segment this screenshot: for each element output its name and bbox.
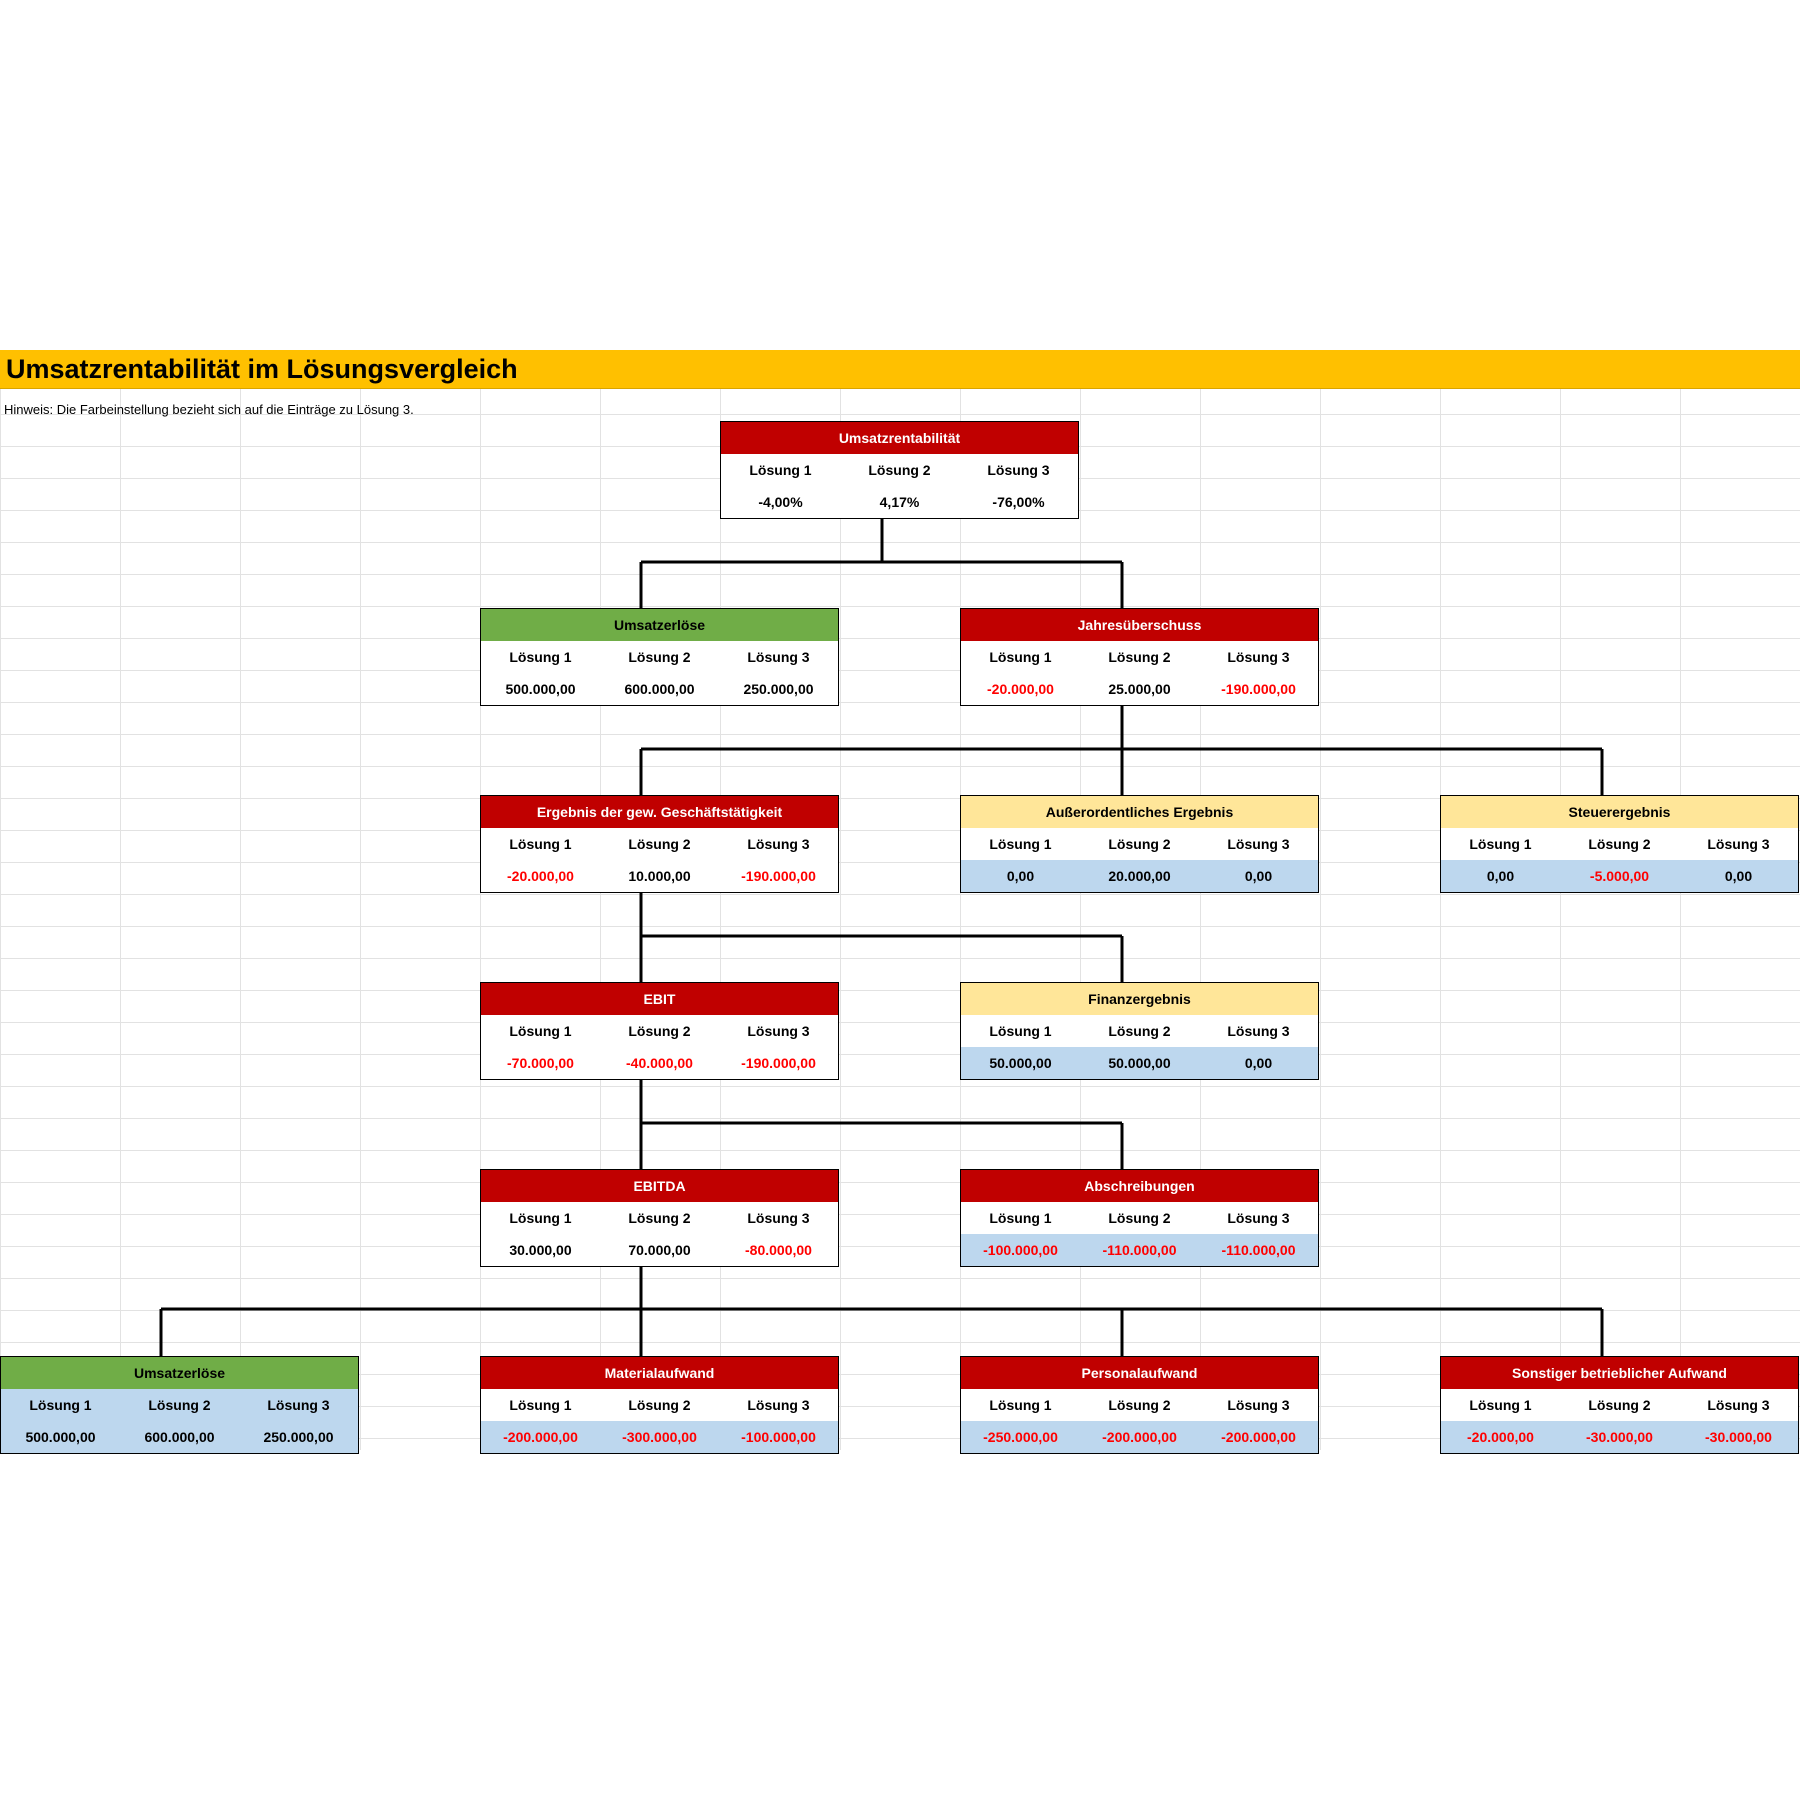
- value-input-cell[interactable]: 0,00: [1244, 868, 1273, 884]
- value-input-cell[interactable]: 0,00: [1486, 868, 1515, 884]
- value-cell[interactable]: 70.000,00: [628, 1242, 691, 1258]
- label-cell[interactable]: Lösung 2: [628, 1397, 691, 1413]
- label-row: [481, 1202, 838, 1234]
- value-cell[interactable]: -70.000,00: [507, 1055, 574, 1071]
- label-cell[interactable]: Lösung 1: [509, 836, 572, 852]
- label-cell[interactable]: Lösung 3: [1227, 1397, 1290, 1413]
- value-cell[interactable]: -80.000,00: [745, 1242, 812, 1258]
- box-title[interactable]: Jahresüberschuss: [961, 609, 1318, 641]
- box-title[interactable]: Sonstiger betrieblicher Aufwand: [1441, 1357, 1798, 1389]
- label-cell[interactable]: Lösung 3: [747, 1023, 810, 1039]
- box-title[interactable]: Umsatzerlöse: [1, 1357, 358, 1389]
- label-cell[interactable]: Lösung 3: [1227, 1023, 1290, 1039]
- box-umsatzerloese: [480, 608, 839, 706]
- label-cell[interactable]: Lösung 2: [628, 836, 691, 852]
- box-abschreibungen: [960, 1169, 1319, 1267]
- box-title[interactable]: EBITDA: [481, 1170, 838, 1202]
- label-cell[interactable]: Lösung 1: [509, 1397, 572, 1413]
- value-row: [961, 860, 1318, 892]
- value-cell[interactable]: -20.000,00: [987, 681, 1054, 697]
- value-cell[interactable]: -190.000,00: [1221, 681, 1296, 697]
- label-cell[interactable]: Lösung 2: [628, 1210, 691, 1226]
- label-cell[interactable]: Lösung 1: [989, 1023, 1052, 1039]
- box-title[interactable]: Umsatzerlöse: [481, 609, 838, 641]
- value-row: [481, 673, 838, 705]
- label-cell[interactable]: Lösung 1: [1469, 836, 1532, 852]
- label-row: [481, 828, 838, 860]
- label-cell[interactable]: Lösung 2: [1108, 1397, 1171, 1413]
- value-input-cell[interactable]: -200.000,00: [1221, 1429, 1296, 1445]
- value-input-cell[interactable]: -250.000,00: [983, 1429, 1058, 1445]
- connector-line: [641, 1077, 1122, 1170]
- label-cell[interactable]: Lösung 2: [1108, 1023, 1171, 1039]
- value-cell[interactable]: 25.000,00: [1108, 681, 1171, 697]
- box-ebit: [480, 982, 839, 1080]
- value-row: [961, 1421, 1318, 1453]
- value-input-cell[interactable]: -200.000,00: [1102, 1429, 1177, 1445]
- label-cell[interactable]: Lösung 3: [1227, 836, 1290, 852]
- value-row: [481, 1047, 838, 1079]
- label-cell[interactable]: Lösung 3: [747, 1210, 810, 1226]
- value-row: [1, 1421, 358, 1453]
- label-cell[interactable]: Lösung 1: [989, 1397, 1052, 1413]
- value-input-cell[interactable]: -110.000,00: [1221, 1242, 1296, 1258]
- value-input-cell[interactable]: -5.000,00: [1589, 868, 1650, 884]
- label-cell[interactable]: Lösung 1: [749, 462, 812, 478]
- label-row: [961, 641, 1318, 673]
- label-cell[interactable]: Lösung 3: [747, 649, 810, 665]
- box-umsatzrentabilitaet: [720, 421, 1079, 519]
- label-cell[interactable]: Lösung 1: [1469, 1397, 1532, 1413]
- label-cell[interactable]: Lösung 2: [1588, 1397, 1651, 1413]
- label-row: [481, 1389, 838, 1421]
- label-cell[interactable]: Lösung 2: [1588, 836, 1651, 852]
- label-cell[interactable]: Lösung 1: [509, 1023, 572, 1039]
- value-input-cell[interactable]: -100.000,00: [741, 1429, 816, 1445]
- page-title[interactable]: Umsatzrentabilität im Lösungsvergleich: [6, 354, 518, 384]
- value-input-cell[interactable]: -300.000,00: [622, 1429, 697, 1445]
- box-umsatzerloese-input: [0, 1356, 359, 1454]
- label-cell[interactable]: Lösung 3: [1227, 649, 1290, 665]
- label-row: [961, 1202, 1318, 1234]
- value-cell[interactable]: -190.000,00: [741, 1055, 816, 1071]
- box-materialaufwand: [480, 1356, 839, 1454]
- label-cell[interactable]: Lösung 2: [1108, 649, 1171, 665]
- label-row: [1, 1389, 358, 1421]
- value-row: [481, 860, 838, 892]
- value-input-cell[interactable]: 0,00: [1244, 1055, 1273, 1071]
- value-cell[interactable]: 10.000,00: [628, 868, 691, 884]
- connector-line: [641, 890, 1122, 983]
- value-input-cell[interactable]: -100.000,00: [983, 1242, 1058, 1258]
- box-sonstiger-aufwand: [1440, 1356, 1799, 1454]
- box-title[interactable]: Finanzergebnis: [961, 983, 1318, 1015]
- hint-text[interactable]: Hinweis: Die Farbeinstellung bezieht sich auf die Einträge zu Lösung 3.: [4, 402, 414, 417]
- label-cell[interactable]: Lösung 3: [747, 1397, 810, 1413]
- box-finanzergebnis: [960, 982, 1319, 1080]
- value-input-cell[interactable]: 600.000,00: [144, 1429, 215, 1445]
- box-jahresueberschuss: [960, 608, 1319, 706]
- value-input-cell[interactable]: 0,00: [1006, 868, 1035, 884]
- label-row: [961, 1015, 1318, 1047]
- value-cell[interactable]: 4,17%: [879, 494, 920, 510]
- value-row: [481, 1234, 838, 1266]
- label-cell[interactable]: Lösung 2: [1108, 1210, 1171, 1226]
- label-row: [721, 454, 1078, 486]
- box-ausserordentlich: [960, 795, 1319, 893]
- label-cell[interactable]: Lösung 3: [1707, 1397, 1770, 1413]
- value-cell[interactable]: 250.000,00: [743, 681, 814, 697]
- value-row: [481, 1421, 838, 1453]
- box-title[interactable]: Außerordentliches Ergebnis: [961, 796, 1318, 828]
- connector-line: [641, 517, 1122, 609]
- value-input-cell[interactable]: -30.000,00: [1586, 1429, 1653, 1445]
- label-cell[interactable]: Lösung 3: [1227, 1210, 1290, 1226]
- value-cell[interactable]: -20.000,00: [507, 868, 574, 884]
- label-cell[interactable]: Lösung 1: [989, 649, 1052, 665]
- box-title[interactable]: Abschreibungen: [961, 1170, 1318, 1202]
- label-cell[interactable]: Lösung 3: [267, 1397, 330, 1413]
- label-cell[interactable]: Lösung 2: [868, 462, 931, 478]
- box-title[interactable]: Steuerergebnis: [1441, 796, 1798, 828]
- label-cell[interactable]: Lösung 3: [1707, 836, 1770, 852]
- label-cell[interactable]: Lösung 2: [148, 1397, 211, 1413]
- value-input-cell[interactable]: 50.000,00: [1108, 1055, 1171, 1071]
- label-cell[interactable]: Lösung 1: [509, 649, 572, 665]
- label-row: [961, 828, 1318, 860]
- label-cell[interactable]: Lösung 2: [628, 649, 691, 665]
- value-input-cell[interactable]: 500.000,00: [25, 1429, 96, 1445]
- connector-line: [641, 703, 1602, 796]
- value-cell[interactable]: -40.000,00: [626, 1055, 693, 1071]
- value-cell[interactable]: 600.000,00: [624, 681, 695, 697]
- label-row: [961, 1389, 1318, 1421]
- label-row: [481, 641, 838, 673]
- value-cell[interactable]: 500.000,00: [505, 681, 576, 697]
- value-input-cell[interactable]: 50.000,00: [989, 1055, 1052, 1071]
- box-title[interactable]: Ergebnis der gew. Geschäftstätigkeit: [481, 796, 838, 828]
- value-cell[interactable]: -190.000,00: [741, 868, 816, 884]
- box-title[interactable]: Materialaufwand: [481, 1357, 838, 1389]
- value-input-cell[interactable]: 0,00: [1724, 868, 1753, 884]
- label-row: [1441, 1389, 1798, 1421]
- value-input-cell[interactable]: -110.000,00: [1102, 1242, 1177, 1258]
- label-cell[interactable]: Lösung 2: [628, 1023, 691, 1039]
- box-title[interactable]: Personalaufwand: [961, 1357, 1318, 1389]
- label-cell[interactable]: Lösung 3: [747, 836, 810, 852]
- value-row: [1441, 1421, 1798, 1453]
- value-input-cell[interactable]: -20.000,00: [1467, 1429, 1534, 1445]
- label-cell[interactable]: Lösung 1: [509, 1210, 572, 1226]
- value-input-cell[interactable]: 20.000,00: [1108, 868, 1171, 884]
- connector-line: [161, 1264, 1602, 1357]
- value-cell[interactable]: 30.000,00: [509, 1242, 572, 1258]
- value-cell[interactable]: -76,00%: [992, 494, 1045, 510]
- label-cell[interactable]: Lösung 2: [1108, 836, 1171, 852]
- value-input-cell[interactable]: -30.000,00: [1705, 1429, 1772, 1445]
- value-input-cell[interactable]: 250.000,00: [263, 1429, 334, 1445]
- label-cell[interactable]: Lösung 1: [989, 836, 1052, 852]
- value-row: [1441, 860, 1798, 892]
- label-row: [1441, 828, 1798, 860]
- box-steuerergebnis: [1440, 795, 1799, 893]
- box-personalaufwand: [960, 1356, 1319, 1454]
- value-row: [961, 673, 1318, 705]
- box-title[interactable]: EBIT: [481, 983, 838, 1015]
- value-row: [961, 1047, 1318, 1079]
- label-cell[interactable]: Lösung 1: [989, 1210, 1052, 1226]
- value-input-cell[interactable]: -200.000,00: [503, 1429, 578, 1445]
- box-ergebnis-gew: [480, 795, 839, 893]
- value-row: [721, 486, 1078, 518]
- value-cell[interactable]: -4,00%: [758, 494, 803, 510]
- label-row: [481, 1015, 838, 1047]
- label-cell[interactable]: Lösung 3: [987, 462, 1050, 478]
- box-title[interactable]: Umsatzrentabilität: [721, 422, 1078, 454]
- value-row: [961, 1234, 1318, 1266]
- label-cell[interactable]: Lösung 1: [29, 1397, 92, 1413]
- box-ebitda: [480, 1169, 839, 1267]
